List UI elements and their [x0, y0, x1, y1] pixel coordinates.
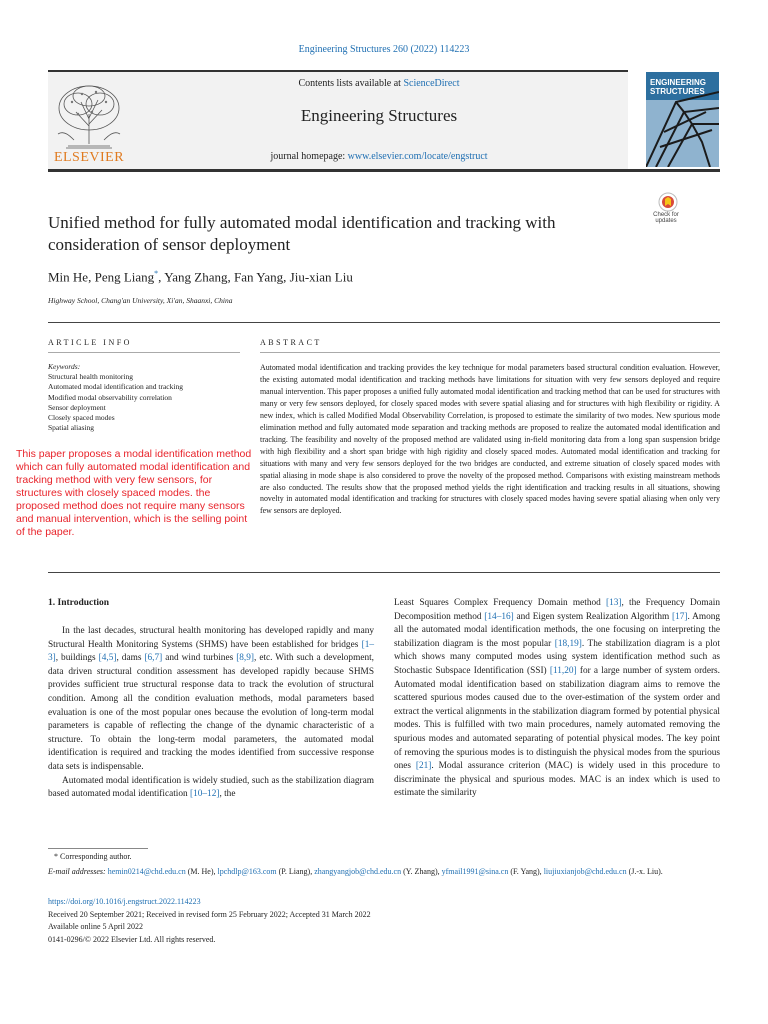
email-link[interactable]: zhangyangjob@chd.edu.cn	[314, 867, 402, 876]
body-paragraph: Least Squares Complex Frequency Domain method [13], the Frequency Domain Decomposition method [14–16] and Eigen system Realization Algorithm [17]. Among all the automated modal identification methods, the one focusing on interpreting the stabilization diagram is the most popular [18,19]. The stabilization diagram is a plot which shows many computed modes using system identification method such as Stochastic Subspace Identification (SSI) [11,20] for a large number of system orders. Automated modal identification based on stabilization diagram aims to remove the scattered spurious modes caused due to the over-estimation of the system order and extract the vertical alignments in the stabilization diagram formed by potential physical modes. This is fulfilled with two main procedures, namely automated removing the spurious modes and automated separating of potential physical modes. The key point of removing the spurious modes is to distinguish the physical modes from the spurious ones [21]. Modal assurance criterion (MAC) is widely used in this procedure to discriminate the physical and spurious modes. MAC is an index which is used to estimate the similarity	[394, 598, 721, 799]
corresponding-author-note: * Corresponding author.	[54, 852, 132, 861]
body-paragraph: Automated modal identification is widely studied, such as the stabilization diagram based automated modal identification [10–12], the	[48, 775, 374, 800]
journal-citation-link[interactable]: Engineering Structures 260 (2022) 114223	[298, 44, 470, 55]
keyword-item: Sensor deployment	[48, 402, 106, 412]
elsevier-wordmark: ELSEVIER	[53, 150, 125, 165]
received-dates: Received 20 September 2021; Received in revised form 25 February 2022; Accepted 31 March 2022	[48, 910, 371, 919]
email-link[interactable]: yfmail1991@sina.cn	[441, 867, 509, 876]
cover-title-line2: STRUCTURES	[650, 87, 705, 96]
author-affiliation: Highway School, Chang'an University, Xi'an, Shaanxi, China	[48, 296, 233, 305]
citation-ref[interactable]: [10–12]	[190, 789, 220, 800]
citation-ref[interactable]: [11,20]	[549, 665, 577, 676]
keywords-label: Keywords:	[48, 362, 81, 371]
red-annotation-note: This paper proposes a modal identification method which can fully automated modal identification and tracking method with very few sensors, for structures with closely spaced modes. the proposed method does not require many sensors and manual intervention, which is the selling point of the paper.	[16, 448, 252, 538]
citation-ref[interactable]: [1–3]	[48, 639, 374, 664]
check-for-updates-label: Check for updates	[653, 212, 679, 224]
introduction-heading: 1. Introduction	[48, 598, 110, 608]
abstract-rule	[260, 352, 720, 353]
email-link[interactable]: lpchdlp@163.com	[217, 867, 277, 876]
author-name[interactable]: Min He	[48, 269, 89, 285]
body-paragraph: In the last decades, structural health monitoring has developed rapidly and many Structural Health Monitoring Systems (SHMS) have been established for bridges [1–3], buildings [4,5], dams [6,7] and wind turbines [8,9], etc. With such a development, data driven structural condition assessment has developed rapidly because SHMS provides sufficient true structural response data to track the evolution of structural condition. Among all the condition evaluation methods, modal parameters based evaluation is one of the most popular ones because the evolution of long-term modal parameters is capable of reflecting the change of the dynamic characteristic of a structure. To obtain the long-term modal parameters, the automated modal identification is required and tracking the modes identified from successive response data sets is indispensable.	[48, 626, 374, 772]
copyright-line: 0141-0296/© 2022 Elsevier Ltd. All rights reserved.	[48, 935, 216, 944]
abstract-heading: ABSTRACT	[260, 338, 322, 347]
keyword-item: Automated modal identification and tracking	[48, 382, 183, 392]
citation-ref[interactable]: [14–16]	[484, 611, 514, 622]
keyword-item: Modified modal observability correlation	[48, 392, 172, 402]
contents-available-line: Contents lists available at ScienceDirect	[298, 78, 460, 89]
keyword-item: Closely spaced modes	[48, 413, 115, 423]
citation-ref[interactable]: [6,7]	[144, 653, 163, 664]
email-link[interactable]: hemin0214@chd.edu.cn	[107, 867, 186, 876]
journal-homepage-line: journal homepage: www.elsevier.com/locate/engstruct	[270, 151, 488, 162]
citation-ref[interactable]: [18,19]	[554, 638, 582, 649]
citation-ref[interactable]: [21]	[415, 761, 432, 772]
journal-cover-thumbnail	[646, 72, 719, 167]
footnote-rule	[48, 848, 148, 849]
citation-ref[interactable]: [13]	[605, 598, 622, 608]
citation-ref[interactable]: [4,5]	[98, 653, 117, 664]
email-addresses: E-mail addresses: hemin0214@chd.edu.cn (M. He), lpchdlp@163.com (P. Liang), zhangyangjob@chd.edu.cn (Y. Zhang), yfmail1991@sina.cn (F. Yang), liujiuxianjob@chd.edu.cn (J.-x. Liu).	[48, 867, 663, 876]
author-list: Min He, Peng Liang*, Yang Zhang, Fan Yang, Jiu-xian Liu	[48, 269, 353, 285]
keyword-item: Structural health monitoring	[48, 372, 133, 382]
doi-link[interactable]: https://doi.org/10.1016/j.engstruct.2022.114223	[48, 897, 201, 906]
keyword-item: Spatial aliasing	[48, 423, 95, 433]
abstract-text: Automated modal identification and tracking provides the key technique for modal parameters based structural condition evaluation. However, the existing automated modal identification and tracking methods have limitations for situation with very few sensors deployed and require manual intervention. This paper proposes a unified fully automated modal identification and tracking method that can be used for structures with many or very few sensors deployed, for closely spaced modes with severe spatial aliasing and for structures with high flexibility or rigidity. A new index, which is called Modified Modal Observability Correlation, is proposed to estimate the similarity of two modes. New spurious mode elimination method and fully automated mode separation and tracking methods are proposed to realize the automated modal identification and tracking. The feasibility and novelty of the proposed method are validated using in-field monitoring data from a long span suspension bridge with high flexibility and a short span bridge with high rigidity and closely spaced modes. Automated modal identification and tracking for situations with many and very few sensors deployed for the two bridges are conducted, and extreme situation of closely spaced modes with spatial aliasing in mode shape is also considered to prove the novelty of the proposed method. Comparisons with existing mainstream methods are also conducted. The results show that the proposed method yields the right identification and tracking results in all situations, showing novelty in automated modal identification and tracking for structures with closely spaced modes having severe spatial aliasing when only very few sensors are deployed.	[260, 363, 720, 516]
article-info-heading: ARTICLE INFO	[48, 338, 132, 347]
check-for-updates-icon[interactable]	[648, 190, 688, 230]
author-name[interactable]: Peng Liang	[94, 269, 155, 285]
author-name[interactable]: Jiu-xian Liu	[289, 269, 353, 285]
keywords-block	[48, 362, 248, 433]
section-divider	[48, 322, 720, 323]
journal-homepage-link[interactable]: www.elsevier.com/locate/engstruct	[347, 151, 488, 162]
author-name[interactable]: Yang Zhang	[164, 269, 228, 285]
header-divider	[48, 169, 720, 172]
article-info-rule	[48, 352, 240, 353]
body-column-right	[394, 597, 720, 801]
section-divider	[48, 572, 720, 573]
citation-ref[interactable]: [8,9]	[236, 653, 255, 664]
citation-ref[interactable]: [17]	[672, 611, 688, 622]
author-name[interactable]: Fan Yang	[234, 269, 284, 285]
corresponding-author-mark[interactable]: *	[154, 269, 159, 278]
journal-name: Engineering Structures	[300, 106, 458, 125]
available-online-date: Available online 5 April 2022	[48, 922, 143, 931]
body-column-left	[48, 625, 374, 802]
sciencedirect-link[interactable]: ScienceDirect	[403, 78, 460, 89]
email-link[interactable]: liujiuxianjob@chd.edu.cn	[543, 867, 627, 876]
paper-title: Unified method for fully automated modal identification and tracking with consideration of sensor deployment	[48, 213, 556, 254]
cover-title-line1: ENGINEERING	[650, 78, 707, 87]
